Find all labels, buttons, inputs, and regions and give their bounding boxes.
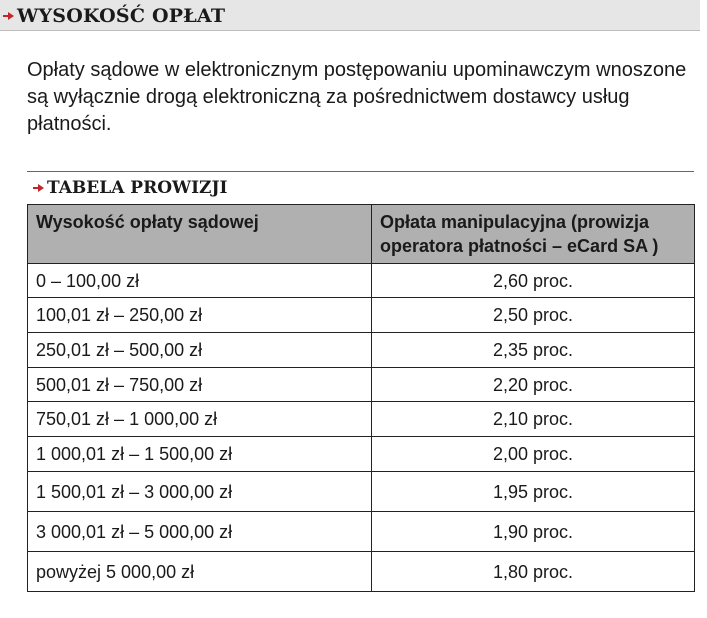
arrow-right-icon (38, 184, 44, 192)
column-header-commission: Opłata manipulacyjna (prowizja operatora płatności – eCard SA ) (372, 205, 695, 264)
table-cell-rate: 2,50 proc. (372, 298, 695, 333)
table-cell-range: 750,01 zł – 1 000,00 zł (28, 402, 372, 437)
table-cell-rate: 2,00 proc. (372, 437, 695, 472)
intro-paragraph: Opłaty sądowe w elektronicznym postępowaniu upominawczym wnoszone są wyłącznie drogą elektroniczną za pośrednictwem dostawcy usług płatności. (27, 59, 687, 135)
section-header-bar (0, 0, 700, 31)
table-cell-range: powyżej 5 000,00 zł (28, 552, 372, 592)
table-cell-rate: 2,35 proc. (372, 333, 695, 368)
table-cell-rate: 2,10 proc. (372, 402, 695, 437)
table-row (28, 368, 695, 402)
table-row (28, 552, 695, 592)
divider (27, 171, 694, 172)
table-row (28, 437, 695, 472)
table-cell-range: 250,01 zł – 500,00 zł (28, 333, 372, 368)
table-header-row (28, 205, 695, 264)
arrow-right-icon (8, 12, 14, 20)
table-cell-rate: 1,80 proc. (372, 552, 695, 592)
table-row (28, 402, 695, 437)
table-cell-rate: 1,90 proc. (372, 512, 695, 552)
table-cell-rate: 2,60 proc. (372, 264, 695, 298)
table-row (28, 512, 695, 552)
fee-table (27, 204, 695, 592)
table-cell-range: 3 000,01 zł – 5 000,00 zł (28, 512, 372, 552)
table-row (28, 298, 695, 333)
section-title (8, 5, 225, 27)
column-header-fee: Wysokość opłaty sądowej (28, 205, 372, 264)
table-row (28, 472, 695, 512)
table-cell-rate: 2,20 proc. (372, 368, 695, 402)
section-title-text: WYSOKOŚĆ OPŁAT (17, 5, 226, 27)
table-cell-range: 1 500,01 zł – 3 000,00 zł (28, 472, 372, 512)
table-cell-range: 1 000,01 zł – 1 500,00 zł (28, 437, 372, 472)
table-cell-range: 0 – 100,00 zł (28, 264, 372, 298)
table-section-title-text: TABELA PROWIZJI (47, 178, 228, 198)
table-cell-range: 100,01 zł – 250,00 zł (28, 298, 372, 333)
table-cell-rate: 1,95 proc. (372, 472, 695, 512)
table-row (28, 333, 695, 368)
table-row (28, 264, 695, 298)
table-section-title (38, 178, 227, 198)
table-cell-range: 500,01 zł – 750,00 zł (28, 368, 372, 402)
